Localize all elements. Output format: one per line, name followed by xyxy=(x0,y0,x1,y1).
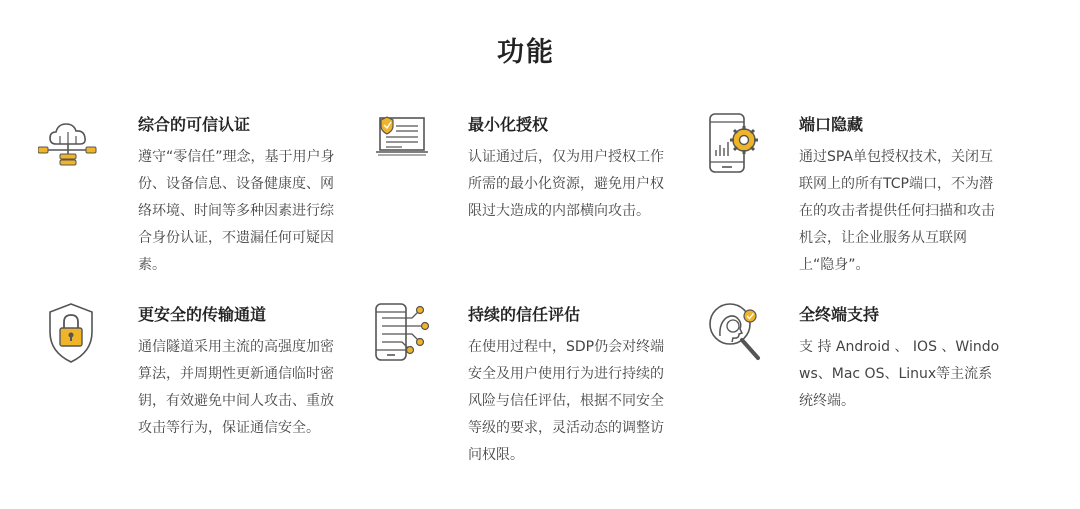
shield-document-icon xyxy=(372,112,438,178)
feature-title: 全终端支持 xyxy=(799,305,880,324)
feature-title: 端口隐藏 xyxy=(799,115,864,134)
feature-description: 在使用过程中，SDP仍会对终端安全及用户使用行为进行持续的风险与信任评估，根据不同安全等级的要求，灵活动态的调整访问权限。 xyxy=(468,339,665,463)
user-magnifier-icon xyxy=(706,302,772,368)
feature-description: 通过SPA单包授权技术，关闭互联网上的所有TCP端口，不为潜在的攻击者提供任何扫描和攻击机会，让企业服务从互联网上“隐身”。 xyxy=(799,149,995,273)
feature-title: 持续的信任评估 xyxy=(468,305,581,324)
feature-card-port-hiding xyxy=(706,112,1036,282)
feature-card-continuous-trust xyxy=(372,302,702,472)
feature-description: 支 持 Android 、 IOS 、Windows、Mac OS、Linux等主流系统终端。 xyxy=(799,339,1000,409)
page-title: 功能 xyxy=(497,37,555,68)
feature-card-secure-channel xyxy=(38,302,368,472)
feature-card-least-privilege xyxy=(372,112,702,282)
phone-data-flow-icon xyxy=(372,302,438,368)
phone-gear-icon xyxy=(706,112,772,178)
feature-title: 最小化授权 xyxy=(468,115,549,134)
cloud-network-icon xyxy=(38,114,104,180)
feature-description: 遵守“零信任”理念，基于用户身份、设备信息、设备健康度、网络环境、时间等多种因素进行综合身份认证，不遗漏任何可疑因素。 xyxy=(138,149,335,273)
feature-card-all-terminals xyxy=(706,302,1036,472)
feature-title: 更安全的传输通道 xyxy=(138,305,267,324)
feature-description: 认证通过后，仅为用户授权工作所需的最小化资源，避免用户权限过大造成的内部横向攻击。 xyxy=(468,149,664,219)
feature-title: 综合的可信认证 xyxy=(138,115,251,134)
feature-description: 通信隧道采用主流的高强度加密算法，并周期性更新通信临时密钥，有效避免中间人攻击、重放攻击等行为，保证通信安全。 xyxy=(138,339,334,436)
feature-card-trusted-auth xyxy=(38,112,368,282)
shield-lock-icon xyxy=(46,302,96,364)
